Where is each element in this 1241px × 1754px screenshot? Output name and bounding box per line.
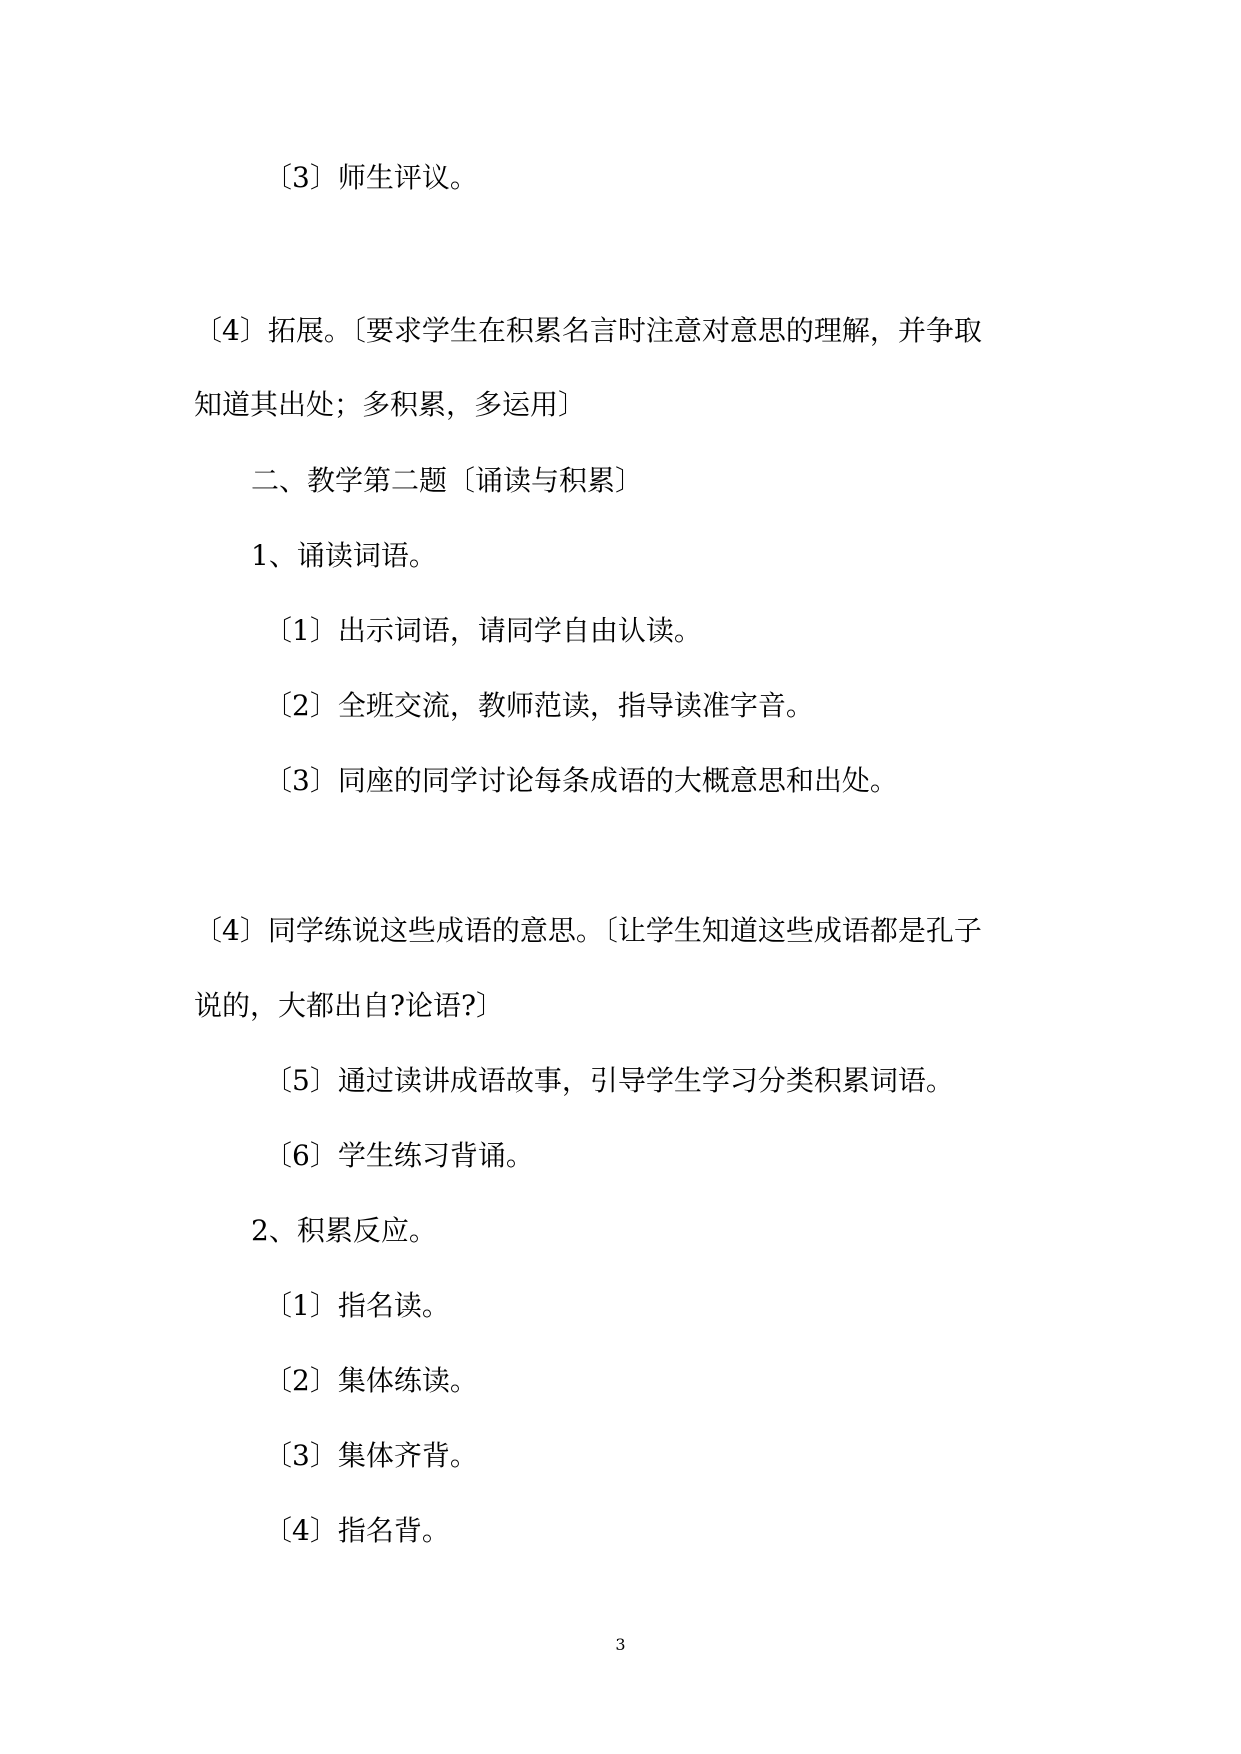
list-item: 〔1〕指名读。 <box>264 1289 450 1322</box>
list-item: 〔3〕集体齐背。 <box>264 1439 478 1472</box>
page-number: 3 <box>615 1635 626 1654</box>
subsection-heading: 1、诵读词语。 <box>251 539 437 572</box>
list-item: 〔2〕集体练读。 <box>264 1364 478 1397</box>
list-item: 〔5〕通过读讲成语故事，引导学生学习分类积累词语。 <box>264 1064 954 1097</box>
paragraph-line: 说的，大都出自?论语?〕 <box>194 989 505 1022</box>
list-item: 〔2〕全班交流，教师范读，指导读准字音。 <box>264 689 814 722</box>
paragraph-line: 〔4〕同学练说这些成语的意思。〔让学生知道这些成语都是孔子 <box>194 914 982 947</box>
list-item: 〔6〕学生练习背诵。 <box>264 1139 534 1172</box>
subsection-heading: 2、积累反应。 <box>251 1214 437 1247</box>
paragraph-line: 知道其出处；多积累，多运用〕 <box>194 388 587 421</box>
list-item: 〔4〕指名背。 <box>264 1514 450 1547</box>
list-item: 〔3〕同座的同学讨论每条成语的大概意思和出处。 <box>264 764 898 797</box>
paragraph-line: 〔3〕师生评议。 <box>264 161 478 194</box>
list-item: 〔1〕出示词语，请同学自由认读。 <box>264 614 702 647</box>
section-heading: 二、教学第二题〔诵读与积累〕 <box>251 464 644 497</box>
paragraph-line: 〔4〕拓展。〔要求学生在积累名言时注意对意思的理解，并争取 <box>194 314 982 347</box>
